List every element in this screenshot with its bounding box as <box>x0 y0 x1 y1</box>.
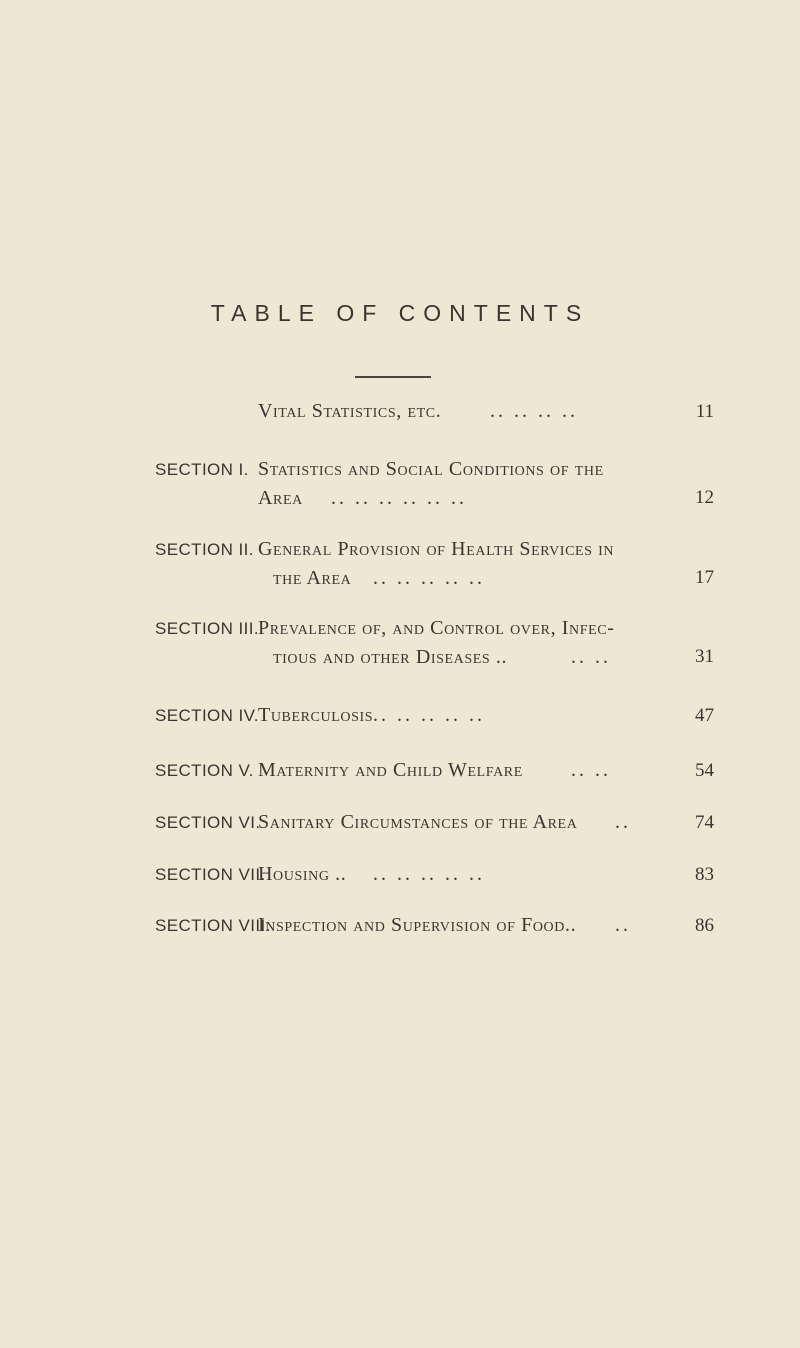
page-number: 83 <box>695 864 714 885</box>
entry-title-line-2 <box>258 646 648 669</box>
page-number: 17 <box>695 567 714 588</box>
page-number: 54 <box>695 760 714 781</box>
entry-title <box>258 914 648 937</box>
entry-title-line: Prevalence of, and Control over, Infec- <box>258 617 615 639</box>
section-label: SECTION VIII. <box>155 916 271 935</box>
entry-title-line-2 <box>258 487 648 510</box>
entry-title-line: Housing .. <box>258 863 347 885</box>
page-number: 11 <box>695 401 714 422</box>
entry-title-line: General Provision of Health Services in <box>258 538 615 560</box>
dot-leader: .. .. <box>571 646 611 668</box>
entry-title <box>258 400 648 423</box>
title-divider <box>355 376 431 378</box>
section-label: SECTION III. <box>155 619 259 638</box>
section-label: SECTION VI. <box>155 813 261 832</box>
entry-title <box>258 863 648 886</box>
section-label: SECTION II. <box>155 540 254 559</box>
entry-title <box>258 759 648 782</box>
dot-leader: .. .. .. .. .. <box>373 704 485 726</box>
entry-title-line: Sanitary Circumstances of the Area <box>258 811 578 833</box>
section-label: SECTION V. <box>155 761 254 780</box>
section-label: SECTION I. <box>155 460 249 479</box>
entry-title-line: Inspection and Supervision of Food.. <box>258 914 577 936</box>
dot-leader: .. .. .. .. .. <box>373 567 485 589</box>
dot-leader: .. <box>615 914 631 936</box>
dot-leader: .. .. .. .. .. .. <box>331 487 467 509</box>
entry-title <box>258 811 648 834</box>
entry-title-line: Maternity and Child Welfare <box>258 759 523 781</box>
entry-title <box>258 617 648 669</box>
page-number: 74 <box>695 812 714 833</box>
entry-title <box>258 458 648 510</box>
entry-title-continuation: the Area <box>273 567 352 589</box>
entry-title-line-2 <box>258 567 648 590</box>
entry-title-line: Tuberculosis <box>258 704 374 726</box>
page-number: 86 <box>695 915 714 936</box>
dot-leader: .. .. .. .. <box>490 400 578 422</box>
entry-title <box>258 538 648 590</box>
page-number: 31 <box>695 646 714 667</box>
dot-leader: .. .. .. .. .. <box>373 863 485 885</box>
page-number: 12 <box>695 487 714 508</box>
page-title: TABLE OF CONTENTS <box>210 300 590 326</box>
page-number: 47 <box>695 705 714 726</box>
entry-title-line: Statistics and Social Conditions of the <box>258 458 604 480</box>
entry-title-line: Vital Statistics, etc. <box>258 400 442 422</box>
entry-title-continuation: Area <box>258 487 303 509</box>
entry-title <box>258 704 648 727</box>
entry-title-continuation: tious and other Diseases .. <box>273 646 508 668</box>
section-label: SECTION IV. <box>155 706 259 725</box>
section-label: SECTION VII. <box>155 865 266 884</box>
dot-leader: .. <box>615 811 631 833</box>
dot-leader: .. .. <box>571 759 611 781</box>
